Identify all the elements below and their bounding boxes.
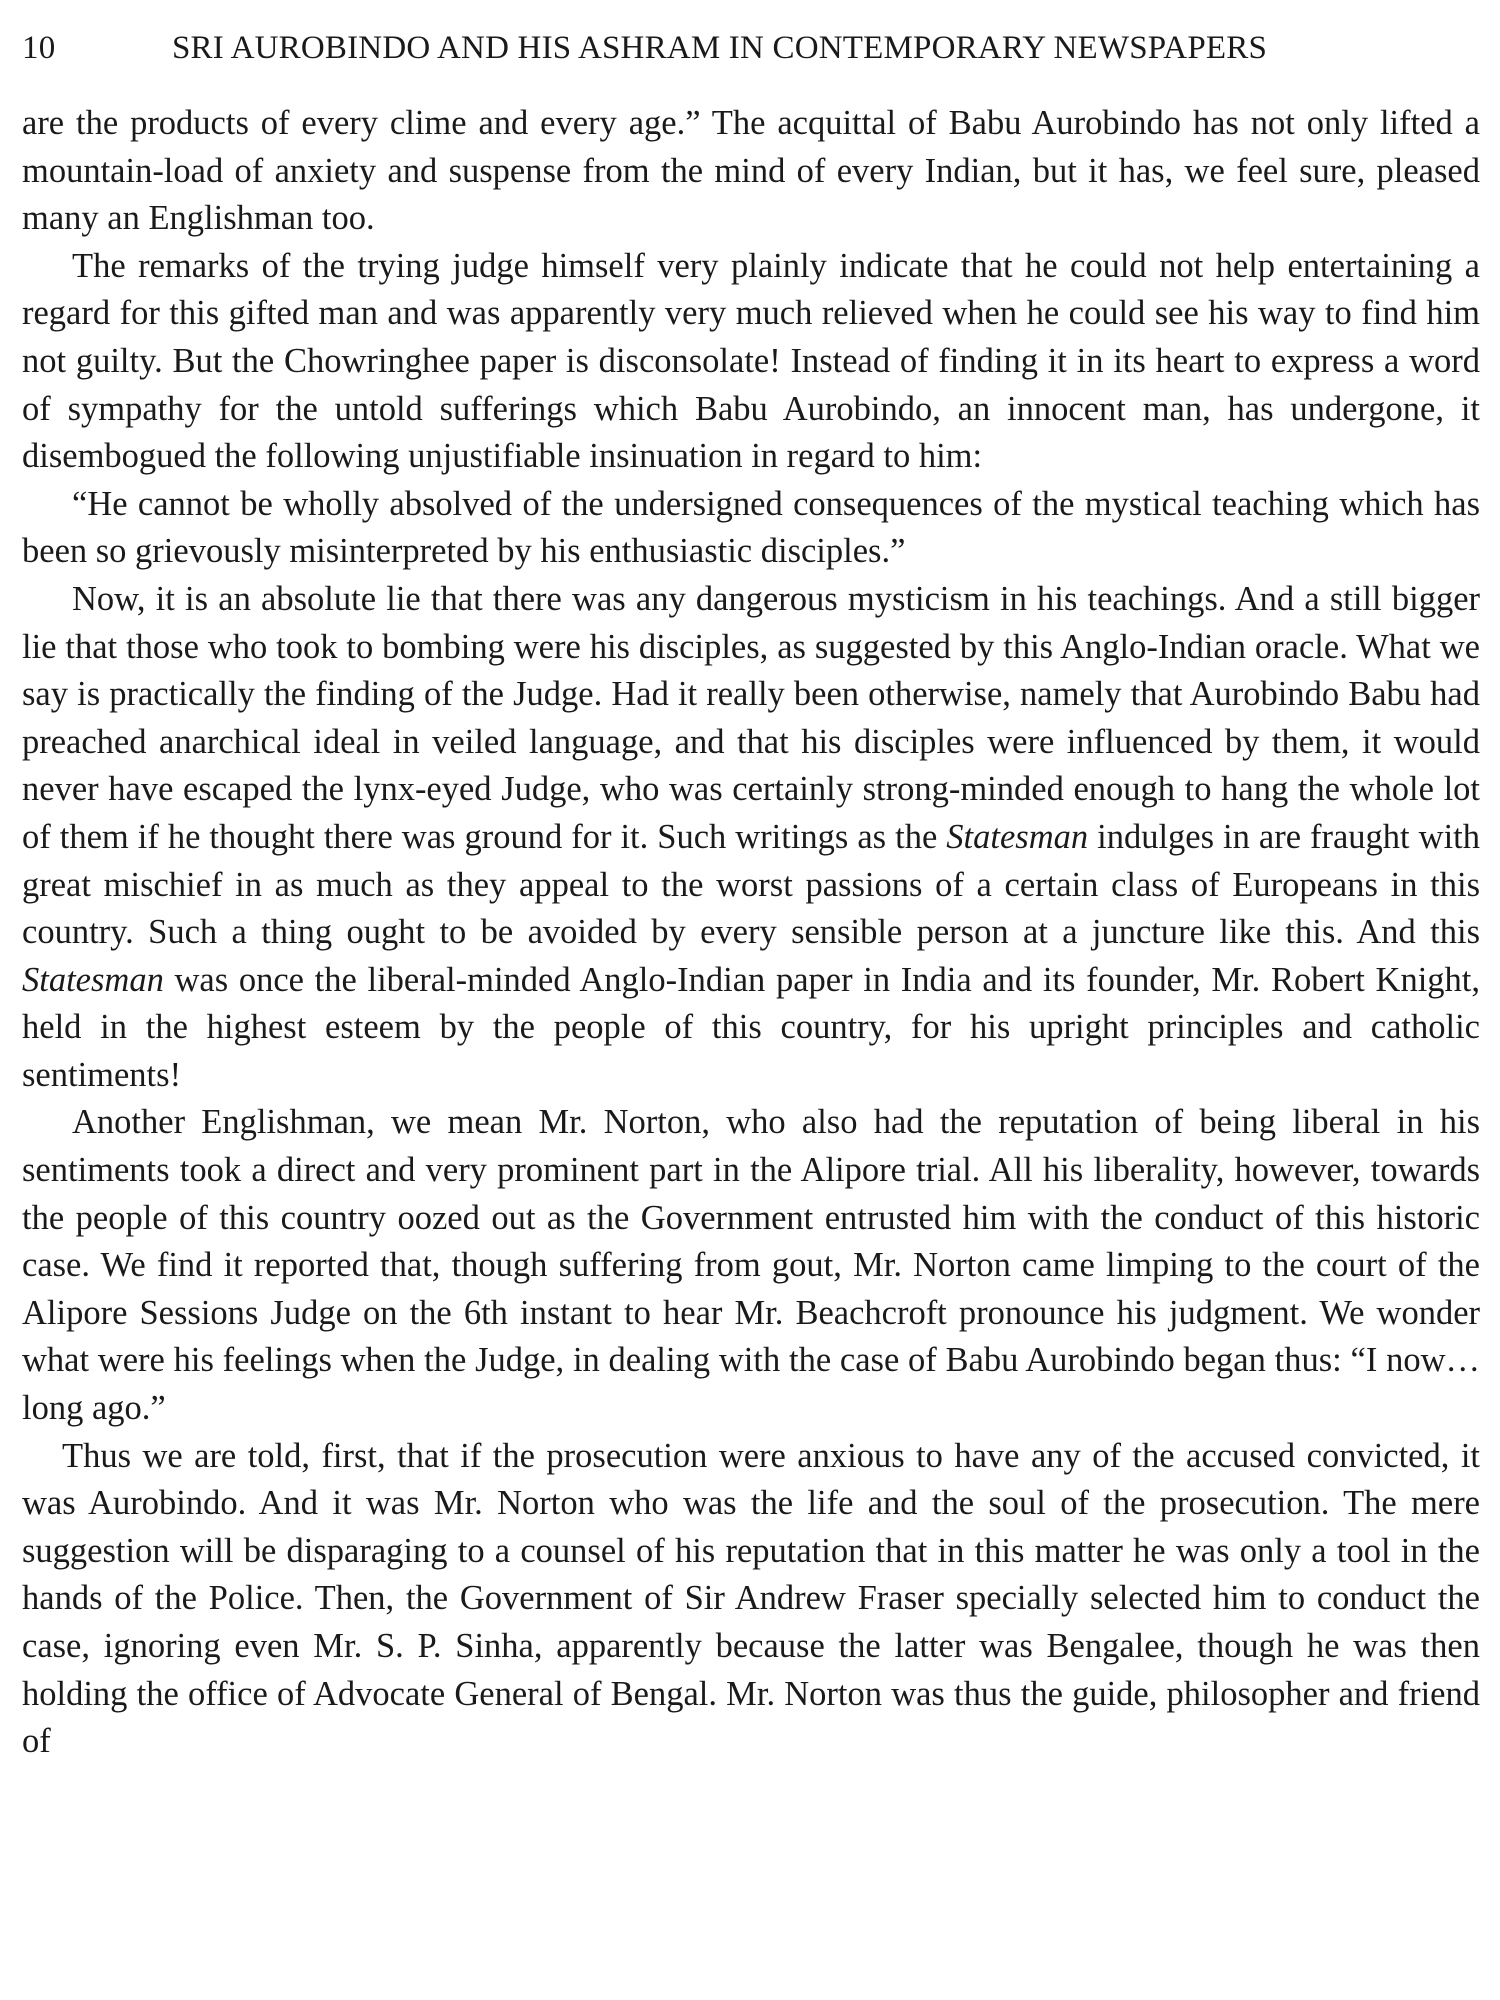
paragraph-2: The remarks of the trying judge himself very plainly indicate that he could not help entertaining a regard for this gifted man and was apparently very much relieved when he could see his way to find him not guilty. But the Chowringhee paper is disconsolate! Instead of finding it in its heart to express a word of sympathy for the untold sufferings which Babu Aurobindo, an innocent man, has undergone, it disembogued the following unjustifiable insinuation in regard to him: <box>22 246 1480 476</box>
statesman-title-2: Statesman <box>22 960 164 999</box>
body-text <box>22 100 1480 1766</box>
paragraph-3-quote: “He cannot be wholly absolved of the undersigned consequences of the mystical teaching which has been so grievously misinterpreted by his enthusiastic disciples.” <box>22 484 1480 571</box>
statesman-title-1: Statesman <box>946 817 1089 856</box>
paragraph-4-part-1: Now, it is an absolute lie that there was any dangerous mysticism in his teachings. And a still bigger lie that those who took to bombing were his disciples, as suggested by this Anglo-Indian oracle. What we say is practically the finding of the Judge. Had it really been otherwise, namely that Aurobindo Babu had preached anarchical ideal in veiled language, and that his disciples were influenced by them, it would never have escaped the lynx-eyed Judge, who was certainly strong-minded enough to hang the whole lot of them if he thought there was ground for it. Such writings as the <box>22 579 1480 856</box>
paragraph-4-part-3: was once the liberal-minded Anglo-Indian paper in India and its founder, Mr. Robert Knight, held in the highest esteem by the people of this country, for his upright principles and catholic sentiments! <box>22 960 1480 1094</box>
paragraph-6: Thus we are told, first, that if the prosecution were anxious to have any of the accused convicted, it was Aurobindo. And it was Mr. Norton who was the life and the soul of the prosecution. The mere suggestion will be disparaging to a counsel of his reputation that in this matter he was only a tool in the hands of the Police. Then, the Government of Sir Andrew Fraser specially selected him to conduct the case, ignoring even Mr. S. P. Sinha, apparently because the latter was Bengalee, though he was then holding the office of Advocate General of Bengal. Mr. Norton was thus the guide, philosopher and friend of <box>22 1436 1480 1761</box>
running-header <box>22 30 1480 100</box>
page-number: 10 <box>22 30 56 66</box>
running-title: SRI AUROBINDO AND HIS ASHRAM IN CONTEMPORARY NEWSPAPERS <box>172 30 1268 66</box>
book-page <box>22 30 1480 1766</box>
paragraph-4 <box>22 576 1480 1100</box>
paragraph-4-part-2: indulges in are fraught with great mischief in as much as they appeal to the worst passions of a certain class of Europeans in this country. Such a thing ought to be avoided by every sensible person at a juncture like this. And this <box>22 817 1480 952</box>
paragraph-1: are the products of every clime and every age.” The acquittal of Babu Aurobindo has not only lifted a mountain-load of anxiety and suspense from the mind of every Indian, but it has, we feel sure, pleased many an Englishman too. <box>22 104 1480 238</box>
paragraph-5: Another Englishman, we mean Mr. Norton, who also had the reputation of being liberal in his sentiments took a direct and very prominent part in the Alipore trial. All his liberality, however, towards the people of this country oozed out as the Government entrusted him with the conduct of this historic case. We find it reported that, though suffering from gout, Mr. Norton came limping to the court of the Alipore Sessions Judge on the 6th instant to hear Mr. Beachcroft pronounce his judgment. We wonder what were his feelings when the Judge, in dealing with the case of Babu Aurobindo began thus: “I now… long ago.” <box>22 1103 1480 1428</box>
